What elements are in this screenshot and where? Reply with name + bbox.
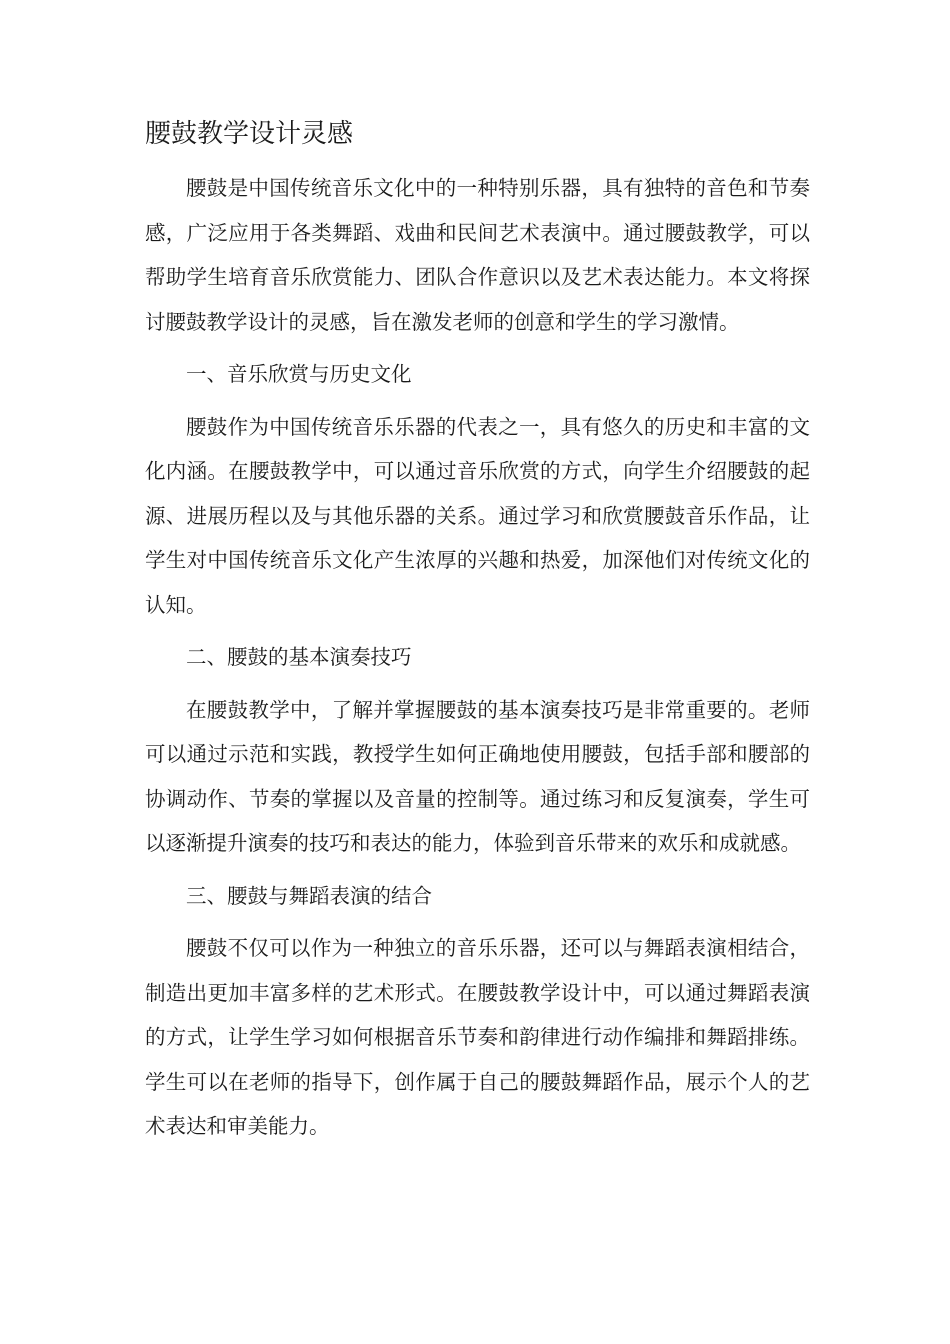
section-3-body: 腰鼓不仅可以作为一种独立的音乐乐器，还可以与舞蹈表演相结合，制造出更加丰富多样的艺术形式。在腰鼓教学设计中，可以通过舞蹈表演的方式，让学生学习如何根据音乐节奏和韵律进行动作编排和舞蹈排练。学生可以在老师的指导下，创作属于自己的腰鼓舞蹈作品，展示个人的艺术表达和审美能力。 (145, 936, 810, 1138)
section-1-heading: 一、音乐欣赏与历史文化 (186, 362, 412, 386)
section-3-heading: 三、腰鼓与舞蹈表演的结合 (186, 883, 432, 908)
section-2-heading: 二、腰鼓的基本演奏技巧 (186, 645, 412, 669)
section-1-body: 腰鼓作为中国传统音乐乐器的代表之一，具有悠久的历史和丰富的文化内涵。在腰鼓教学中，可以通过音乐欣赏的方式，向学生介绍腰鼓的起源、进展历程以及与其他乐器的关系。通过学习和欣赏腰鼓音乐作品，让学生对中国传统音乐文化产生浓厚的兴趣和热爱，加深他们对传统文化的认知。 (145, 414, 810, 617)
document-page (145, 112, 810, 1157)
document-title: 腰鼓教学设计灵感 (145, 119, 354, 149)
intro-paragraph: 腰鼓是中国传统音乐文化中的一种特别乐器，具有独特的音色和节奏感，广泛应用于各类舞蹈、戏曲和民间艺术表演中。通过腰鼓教学，可以帮助学生培育音乐欣赏能力、团队合作意识以及艺术表达能力。本文将探讨腰鼓教学设计的灵感，旨在激发老师的创意和学生的学习激情。 (145, 176, 810, 334)
section-2-body: 在腰鼓教学中，了解并掌握腰鼓的基本演奏技巧是非常重要的。老师可以通过示范和实践，教授学生如何正确地使用腰鼓，包括手部和腰部的协调动作、节奏的掌握以及音量的控制等。通过练习和反复演奏，学生可以逐渐提升演奏的技巧和表达的能力，体验到音乐带来的欢乐和成就感。 (145, 697, 810, 855)
